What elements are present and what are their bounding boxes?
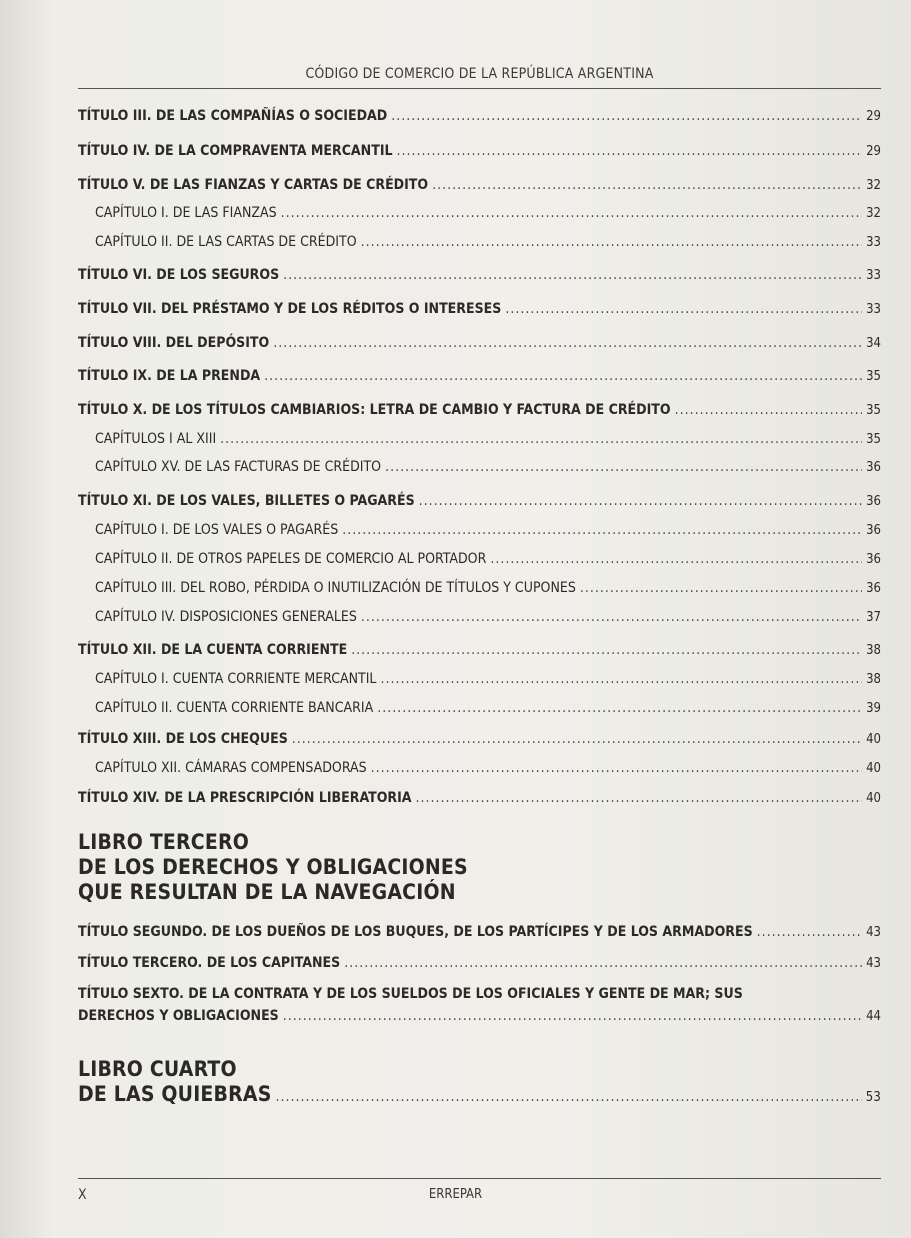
dot-leader	[505, 299, 862, 319]
toc-entry-label: TÍTULO XIV. DE LA PRESCRIPCIÓN LIBERATORIA	[78, 790, 412, 806]
toc-page-number: 33	[866, 235, 881, 250]
toc-entry-titulo-xi[interactable]	[78, 491, 881, 511]
toc-page-number: 35	[866, 432, 881, 447]
toc-entry-label: TÍTULO VIII. DEL DEPÓSITO	[78, 335, 270, 351]
toc-page-number: 32	[866, 178, 881, 193]
toc-entry-label: CAPÍTULO IV. DISPOSICIONES GENERALES	[95, 609, 357, 625]
dot-leader	[283, 265, 862, 285]
toc-page-number: 40	[866, 761, 881, 776]
dot-leader	[220, 429, 862, 449]
toc-entry-label: CAPÍTULO III. DEL ROBO, PÉRDIDA O INUTILIZACIÓN DE TÍTULOS Y CUPONES	[95, 580, 576, 596]
dot-leader	[391, 106, 862, 126]
toc-page-number: 44	[866, 1009, 881, 1024]
toc-entry-label: TÍTULO VI. DE LOS SEGUROS	[78, 267, 280, 283]
toc-page-number: 35	[866, 403, 881, 418]
toc-entry-label: TÍTULO XII. DE LA CUENTA CORRIENTE	[78, 642, 348, 658]
libro-heading-line: LIBRO TERCERO	[78, 830, 249, 854]
dot-leader	[351, 640, 862, 660]
toc-entry-label: CAPÍTULO XII. CÁMARAS COMPENSADORAS	[95, 760, 367, 776]
dot-leader	[675, 400, 863, 420]
dot-leader	[377, 698, 862, 718]
toc-entry-label: TÍTULO X. DE LOS TÍTULOS CAMBIARIOS: LETRA DE CAMBIO Y FACTURA DE CRÉDITO	[78, 402, 671, 418]
toc-page-number: 36	[866, 460, 881, 475]
dot-leader	[361, 232, 862, 252]
libro-heading-line: DE LAS QUIEBRAS	[78, 1082, 272, 1106]
toc-entry-titulo-iii[interactable]	[78, 106, 881, 126]
toc-entry-capitulo[interactable]	[78, 578, 881, 598]
toc-entry-label: TÍTULO IV. DE LA COMPRAVENTA MERCANTIL	[78, 143, 393, 159]
toc-entry-titulo-sexto[interactable]	[78, 983, 881, 1027]
toc-page-number: 40	[866, 732, 881, 747]
dot-leader	[385, 457, 862, 477]
toc-page-number: 29	[866, 144, 881, 159]
toc-entry-label: TÍTULO SEXTO. DE LA CONTRATA Y DE LOS SUELDOS DE LOS OFICIALES Y GENTE DE MAR; SUS	[78, 986, 743, 1002]
toc-entry-label: CAPÍTULOS I AL XIII	[95, 431, 217, 447]
toc-page-number: 36	[866, 581, 881, 596]
dot-leader	[371, 758, 862, 778]
dot-leader	[432, 175, 862, 195]
page-number: X	[78, 1187, 87, 1203]
dot-leader	[281, 203, 863, 223]
toc-entry-capitulo[interactable]	[78, 203, 881, 223]
libro-heading-line: LIBRO CUARTO	[78, 1057, 237, 1081]
running-head: CÓDIGO DE COMERCIO DE LA REPÚBLICA ARGENTINA	[305, 66, 654, 82]
toc-entry-label: CAPÍTULO II. DE OTROS PAPELES DE COMERCIO AL PORTADOR	[95, 551, 487, 567]
toc-entry-label: TÍTULO VII. DEL PRÉSTAMO Y DE LOS RÉDITOS O INTERESES	[78, 301, 502, 317]
dot-leader	[361, 607, 862, 627]
dot-leader	[416, 788, 863, 808]
toc-entry-capitulo[interactable]	[78, 698, 881, 718]
toc-page-number: 53	[865, 1090, 881, 1105]
toc-page-number: 43	[866, 956, 881, 971]
toc-entry-label: TÍTULO III. DE LAS COMPAÑÍAS O SOCIEDAD	[78, 108, 388, 124]
toc-entry-label: TÍTULO XIII. DE LOS CHEQUES	[78, 731, 288, 747]
libro-heading-line: DE LOS DERECHOS Y OBLIGACIONES	[78, 855, 468, 879]
toc-entry-capitulo[interactable]	[78, 232, 881, 252]
dot-leader	[273, 333, 862, 353]
toc-entry-label: TÍTULO V. DE LAS FIANZAS Y CARTAS DE CRÉDITO	[78, 177, 429, 193]
toc-page-number: 36	[866, 494, 881, 509]
toc-entry-label: TÍTULO IX. DE LA PRENDA	[78, 368, 261, 384]
toc-page-number: 29	[866, 109, 881, 124]
toc-entry-capitulo[interactable]	[78, 429, 881, 449]
toc-page-number: 32	[866, 206, 881, 221]
dot-leader	[344, 953, 862, 973]
dot-leader	[490, 549, 862, 569]
toc-entry-label: CAPÍTULO I. CUENTA CORRIENTE MERCANTIL	[95, 671, 377, 687]
dot-leader	[580, 578, 862, 598]
toc-page-number: 35	[866, 369, 881, 384]
toc-entry-label: CAPÍTULO XV. DE LAS FACTURAS DE CRÉDITO	[95, 459, 382, 475]
toc-entry-label: CAPÍTULO I. DE LOS VALES O PAGARÉS	[95, 522, 339, 538]
toc-entry-titulo-iv[interactable]	[78, 141, 881, 161]
dot-leader	[380, 669, 862, 689]
footer-rule	[78, 1178, 881, 1179]
toc-page-number: 34	[866, 336, 881, 351]
toc-entry-titulo-vii[interactable]	[78, 299, 881, 319]
toc-entry-label: CAPÍTULO II. CUENTA CORRIENTE BANCARIA	[95, 700, 374, 716]
libro-tercero-heading[interactable]	[78, 830, 881, 905]
toc-entry-titulo-ix[interactable]	[78, 366, 881, 386]
toc-entry-capitulo[interactable]	[78, 457, 881, 477]
dot-leader	[264, 366, 862, 386]
dot-leader	[342, 520, 862, 540]
toc-page-number: 33	[866, 302, 881, 317]
toc-entry-titulo-viii[interactable]	[78, 333, 881, 353]
toc-entry-titulo-v[interactable]	[78, 175, 881, 195]
toc-entry-titulo-tercero[interactable]	[78, 953, 881, 973]
dot-leader	[283, 1005, 862, 1027]
dot-leader	[397, 141, 863, 161]
table-of-contents	[78, 106, 881, 1107]
toc-entry-capitulo[interactable]	[78, 549, 881, 569]
toc-page-number: 38	[866, 643, 881, 658]
toc-entry-label: CAPÍTULO I. DE LAS FIANZAS	[95, 205, 277, 221]
toc-page-number: 39	[866, 701, 881, 716]
toc-page-number: 33	[866, 268, 881, 283]
toc-entry-titulo-vi[interactable]	[78, 265, 881, 285]
toc-entry-capitulo[interactable]	[78, 758, 881, 778]
toc-entry-titulo-xiv[interactable]	[78, 788, 881, 808]
libro-heading-line: QUE RESULTAN DE LA NAVEGACIÓN	[78, 880, 456, 904]
toc-entry-label: TÍTULO XI. DE LOS VALES, BILLETES O PAGARÉS	[78, 493, 415, 509]
toc-entry-titulo-xii[interactable]	[78, 640, 881, 660]
libro-cuarto-heading[interactable]	[78, 1057, 881, 1107]
toc-entry-capitulo[interactable]	[78, 669, 881, 689]
toc-entry-label: TÍTULO SEGUNDO. DE LOS DUEÑOS DE LOS BUQUES, DE LOS PARTÍCIPES Y DE LOS ARMADORES	[78, 924, 753, 940]
toc-page-number: 36	[866, 523, 881, 538]
toc-entry-titulo-segundo[interactable]	[78, 922, 881, 942]
toc-page-number: 37	[866, 610, 881, 625]
dot-leader	[292, 729, 862, 749]
publisher-name: ERREPAR	[428, 1187, 483, 1202]
toc-entry-titulo-x[interactable]	[78, 400, 881, 420]
toc-entry-capitulo[interactable]	[78, 520, 881, 540]
toc-entry-label: DERECHOS Y OBLIGACIONES	[78, 1008, 279, 1024]
toc-page-number: 36	[866, 552, 881, 567]
header-rule	[78, 88, 881, 89]
toc-entry-label: TÍTULO TERCERO. DE LOS CAPITANES	[78, 955, 341, 971]
toc-entry-capitulo[interactable]	[78, 607, 881, 627]
toc-page-number: 40	[866, 791, 881, 806]
toc-page-number: 38	[866, 672, 881, 687]
dot-leader	[276, 1085, 862, 1110]
dot-leader	[419, 491, 862, 511]
dot-leader	[757, 922, 862, 942]
toc-page-number: 43	[866, 925, 881, 940]
toc-entry-label: CAPÍTULO II. DE LAS CARTAS DE CRÉDITO	[95, 234, 357, 250]
toc-entry-titulo-xiii[interactable]	[78, 729, 881, 749]
